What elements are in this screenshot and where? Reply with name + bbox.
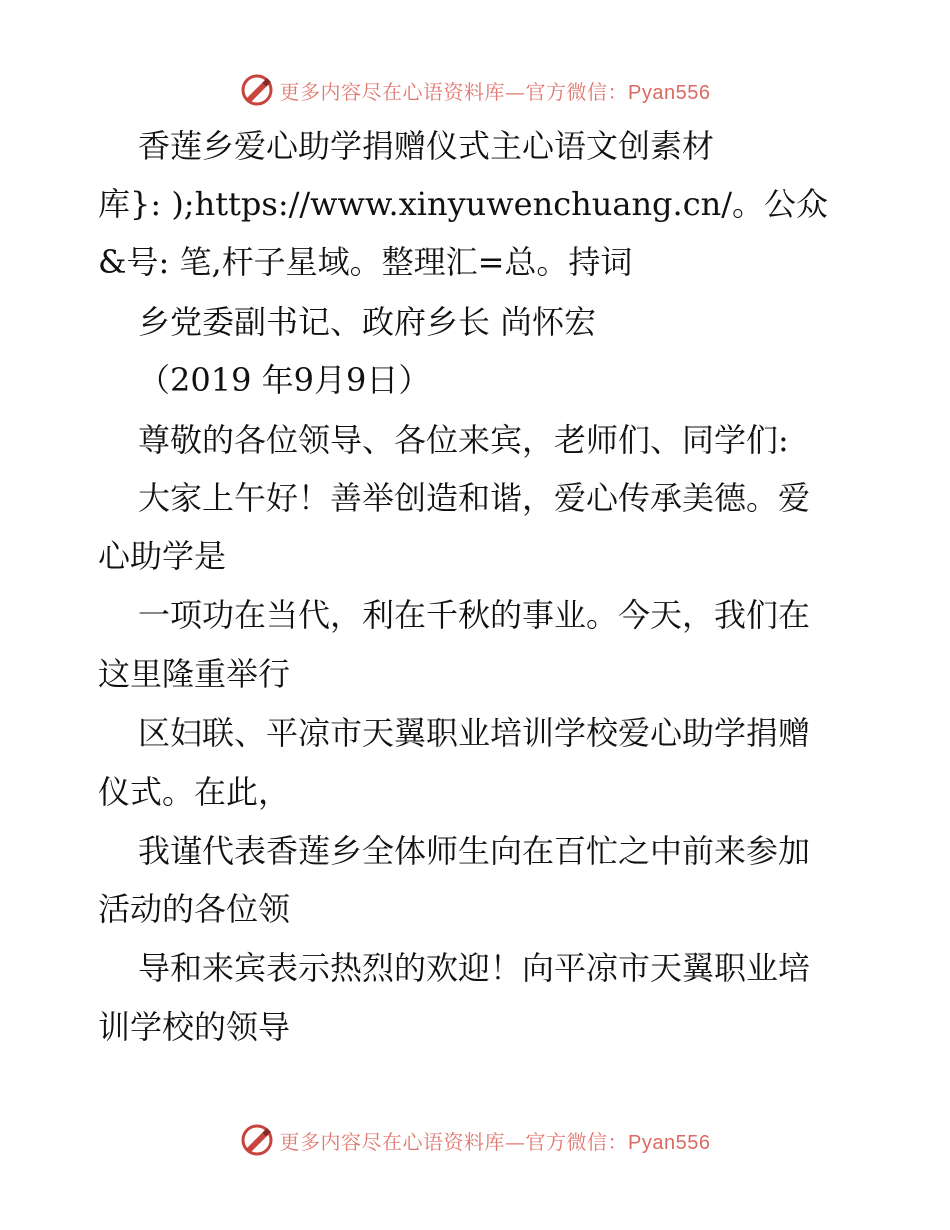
banner-text [280, 1126, 711, 1155]
salutation-line: 尊敬的各位领导、各位来宾，老师们、同学们: [138, 421, 789, 459]
banner-label: 更多内容尽在心语资料库—官方微信： [279, 79, 629, 104]
text-line: 我谨代表香莲乡全体师生向在百忙之中前来参加 [138, 832, 811, 870]
text-line: 大家上午好！善举创造和谐，爱心传承美德。爱 [138, 479, 811, 517]
date-line: （2019 年9月9日） [138, 361, 431, 399]
text-line: 活动的各位领 [98, 890, 291, 928]
banner-label: 更多内容尽在心语资料库—官方微信： [279, 1129, 629, 1154]
text-line: 心助学是 [98, 537, 227, 575]
text-line: 仪式。在此， [98, 773, 291, 811]
author-line: 乡党委副书记、政府乡长 尚怀宏 [138, 303, 597, 341]
text-line: 一项功在当代，利在千秋的事业。今天，我们在 [138, 596, 811, 634]
text-line: 训学校的领导 [98, 1008, 291, 1046]
text-line: 区妇联、平凉市天翼职业培训学校爱心助学捐赠 [138, 714, 811, 752]
text-line: 导和来宾表示热烈的欢迎！向平凉市天翼职业培 [138, 949, 811, 987]
text-line: 这里隆重举行 [98, 655, 291, 693]
pen-logo-icon [240, 1123, 274, 1157]
header-banner [0, 68, 950, 112]
footer-banner [0, 1118, 950, 1162]
banner-text [280, 76, 711, 105]
wechat-id: Pyan556 [628, 81, 711, 104]
pen-logo-icon [240, 73, 274, 107]
text-line: 库}: );https://www.xinyuwenchuang.cn/。公众 [98, 185, 829, 223]
wechat-id: Pyan556 [628, 1131, 711, 1154]
title-line: 香莲乡爱心助学捐赠仪式主心语文创素材 [138, 127, 715, 165]
text-line: &号: 笔,杆子星域。整理汇=总。持词 [98, 243, 633, 281]
